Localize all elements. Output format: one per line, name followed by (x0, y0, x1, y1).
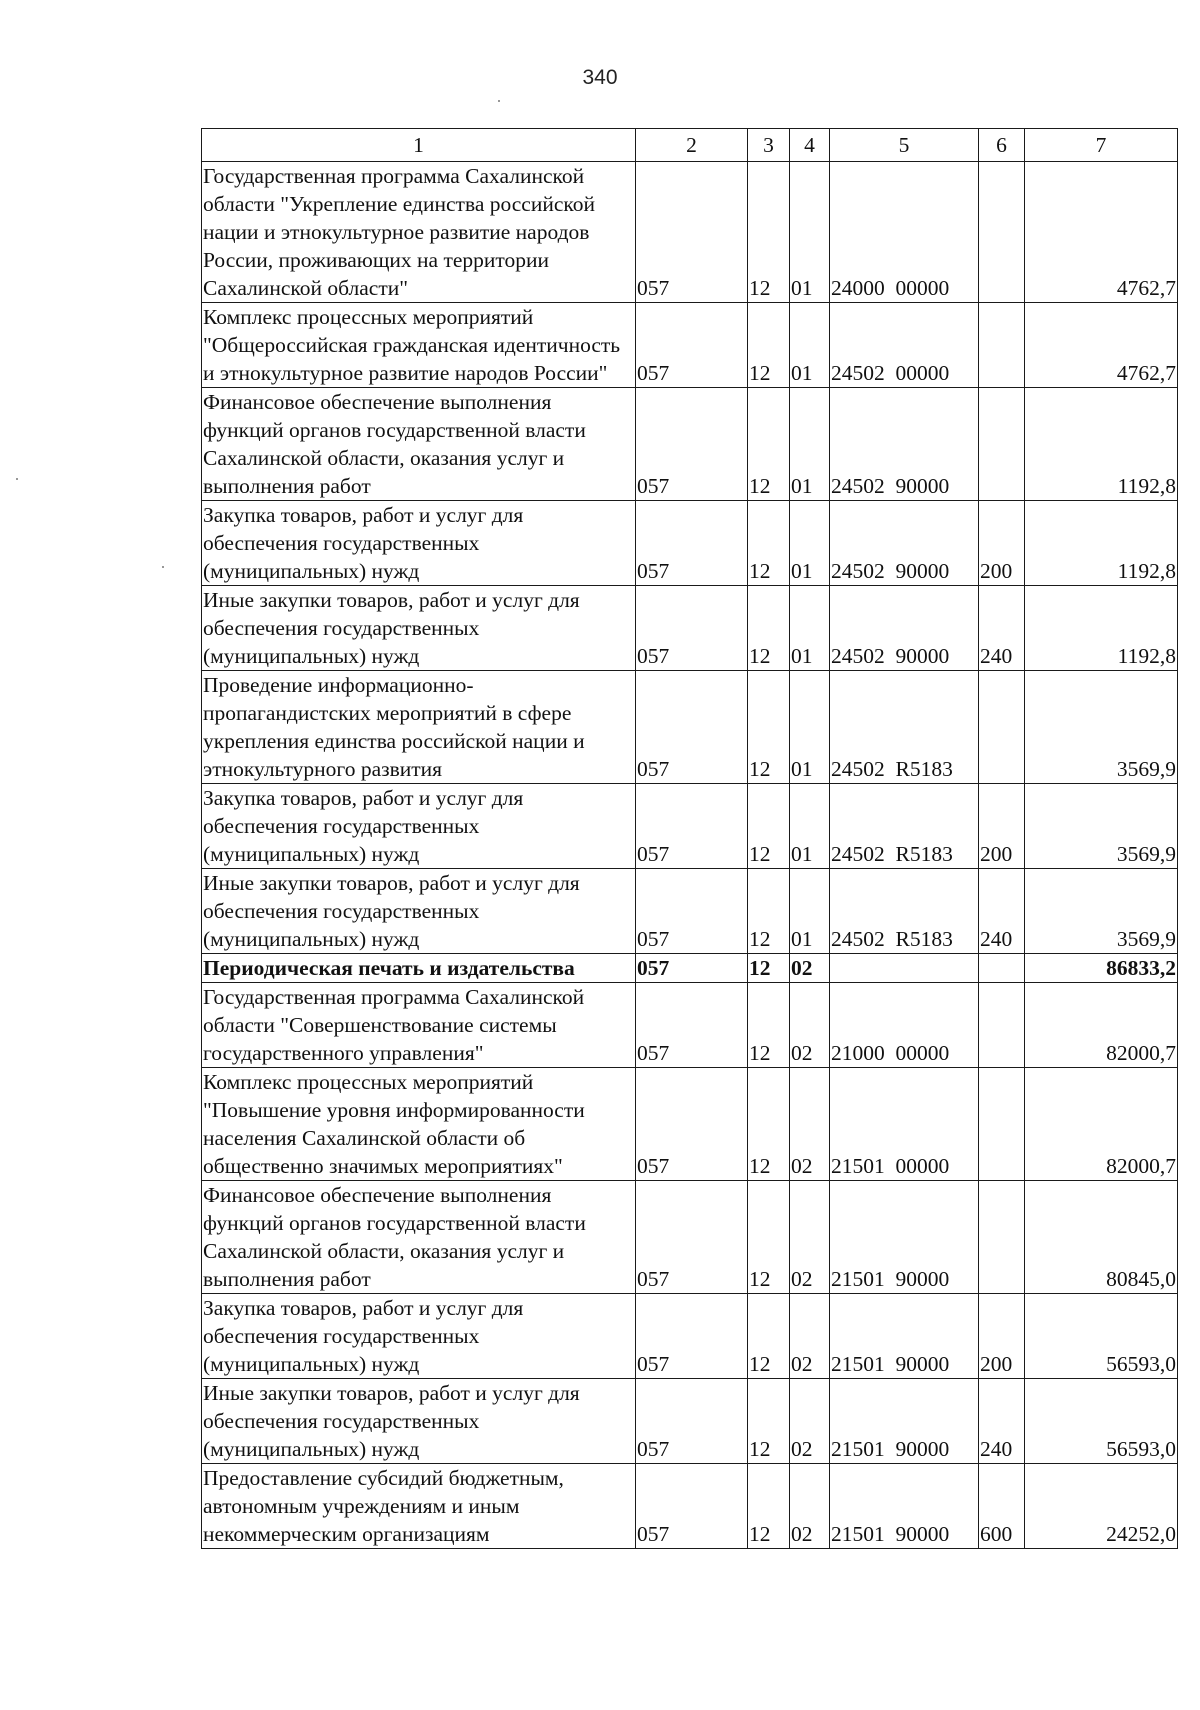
expense-type-cell: 200 (979, 1294, 1025, 1379)
target-code-cell: 21501 90000 (830, 1464, 979, 1549)
scan-speck (498, 100, 500, 102)
expense-type-cell: 600 (979, 1464, 1025, 1549)
target-code-cell: 24502 00000 (830, 303, 979, 388)
section-code-cell: 12 (748, 671, 790, 784)
section-code-cell: 12 (748, 1181, 790, 1294)
column-header: 3 (748, 129, 790, 162)
ministry-code-cell: 057 (636, 1181, 748, 1294)
section-code-cell: 12 (748, 303, 790, 388)
expense-type-cell (979, 671, 1025, 784)
section-code-cell: 12 (748, 954, 790, 983)
expense-type-cell: 240 (979, 586, 1025, 671)
budget-table (201, 128, 1178, 1549)
row-name-cell: Финансовое обеспечение выполнения функций органов государственной власти Сахалинской области, оказания услуг и выполнения работ (202, 388, 636, 501)
subsection-code-cell: 01 (790, 501, 830, 586)
table-row (202, 869, 1178, 954)
ministry-code-cell: 057 (636, 303, 748, 388)
ministry-code-cell: 057 (636, 784, 748, 869)
column-header: 4 (790, 129, 830, 162)
row-name-cell: Государственная программа Сахалинской области "Укрепление единства российской нации и этнокультурное развитие народов России, проживающих на территории Сахалинской области" (202, 162, 636, 303)
target-code-cell: 24000 00000 (830, 162, 979, 303)
target-code-cell: 21501 90000 (830, 1181, 979, 1294)
row-name-cell: Предоставление субсидий бюджетным, автономным учреждениям и иным некоммерческим организациям (202, 1464, 636, 1549)
expense-type-cell (979, 388, 1025, 501)
subsection-code-cell: 01 (790, 162, 830, 303)
row-name-cell: Иные закупки товаров, работ и услуг для обеспечения государственных (муниципальных) нужд (202, 586, 636, 671)
ministry-code-cell: 057 (636, 388, 748, 501)
table-row (202, 954, 1178, 983)
ministry-code-cell: 057 (636, 1379, 748, 1464)
table-row (202, 1294, 1178, 1379)
table-row (202, 303, 1178, 388)
row-name-cell: Закупка товаров, работ и услуг для обеспечения государственных (муниципальных) нужд (202, 1294, 636, 1379)
column-header: 7 (1025, 129, 1178, 162)
table-row (202, 501, 1178, 586)
ministry-code-cell: 057 (636, 954, 748, 983)
ministry-code-cell: 057 (636, 983, 748, 1068)
page-number: 340 (582, 66, 618, 89)
target-code-cell: 24502 90000 (830, 586, 979, 671)
amount-cell: 82000,7 (1025, 983, 1178, 1068)
row-name-cell: Иные закупки товаров, работ и услуг для обеспечения государственных (муниципальных) нужд (202, 1379, 636, 1464)
subsection-code-cell: 02 (790, 1181, 830, 1294)
section-code-cell: 12 (748, 162, 790, 303)
section-code-cell: 12 (748, 784, 790, 869)
column-header: 1 (202, 129, 636, 162)
table-row (202, 1379, 1178, 1464)
expense-type-cell (979, 1068, 1025, 1181)
section-code-cell: 12 (748, 501, 790, 586)
subsection-code-cell: 02 (790, 983, 830, 1068)
expense-type-cell: 240 (979, 869, 1025, 954)
column-header: 5 (830, 129, 979, 162)
table-row (202, 983, 1178, 1068)
target-code-cell: 24502 R5183 (830, 784, 979, 869)
column-header: 6 (979, 129, 1025, 162)
row-name-cell: Финансовое обеспечение выполнения функций органов государственной власти Сахалинской области, оказания услуг и выполнения работ (202, 1181, 636, 1294)
ministry-code-cell: 057 (636, 586, 748, 671)
ministry-code-cell: 057 (636, 1068, 748, 1181)
table-row (202, 586, 1178, 671)
column-header: 2 (636, 129, 748, 162)
row-name-cell: Иные закупки товаров, работ и услуг для обеспечения государственных (муниципальных) нужд (202, 869, 636, 954)
subsection-code-cell: 01 (790, 388, 830, 501)
ministry-code-cell: 057 (636, 162, 748, 303)
table-row (202, 388, 1178, 501)
target-code-cell (830, 954, 979, 983)
expense-type-cell (979, 303, 1025, 388)
expense-type-cell (979, 162, 1025, 303)
ministry-code-cell: 057 (636, 1464, 748, 1549)
subsection-code-cell: 01 (790, 784, 830, 869)
amount-cell: 4762,7 (1025, 303, 1178, 388)
section-code-cell: 12 (748, 1379, 790, 1464)
target-code-cell: 24502 R5183 (830, 671, 979, 784)
subsection-code-cell: 02 (790, 1464, 830, 1549)
amount-cell: 56593,0 (1025, 1294, 1178, 1379)
section-code-cell: 12 (748, 1068, 790, 1181)
target-code-cell: 21000 00000 (830, 983, 979, 1068)
subsection-code-cell: 01 (790, 303, 830, 388)
target-code-cell: 24502 90000 (830, 501, 979, 586)
target-code-cell: 24502 R5183 (830, 869, 979, 954)
subsection-code-cell: 01 (790, 869, 830, 954)
section-code-cell: 12 (748, 1464, 790, 1549)
subsection-code-cell: 02 (790, 1068, 830, 1181)
row-name-cell: Закупка товаров, работ и услуг для обеспечения государственных (муниципальных) нужд (202, 784, 636, 869)
ministry-code-cell: 057 (636, 671, 748, 784)
amount-cell: 24252,0 (1025, 1464, 1178, 1549)
subsection-code-cell: 02 (790, 954, 830, 983)
row-name-cell: Государственная программа Сахалинской области "Совершенствование системы государственного управления" (202, 983, 636, 1068)
amount-cell: 1192,8 (1025, 501, 1178, 586)
section-code-cell: 12 (748, 869, 790, 954)
scan-speck (162, 566, 164, 568)
ministry-code-cell: 057 (636, 869, 748, 954)
table-row (202, 784, 1178, 869)
amount-cell: 82000,7 (1025, 1068, 1178, 1181)
subsection-code-cell: 01 (790, 671, 830, 784)
row-name-cell: Комплекс процессных мероприятий "Общероссийская гражданская идентичность и этнокультурное развитие народов России" (202, 303, 636, 388)
amount-cell: 3569,9 (1025, 671, 1178, 784)
section-code-cell: 12 (748, 1294, 790, 1379)
section-code-cell: 12 (748, 983, 790, 1068)
section-code-cell: 12 (748, 388, 790, 501)
target-code-cell: 24502 90000 (830, 388, 979, 501)
row-name-cell: Периодическая печать и издательства (202, 954, 636, 983)
target-code-cell: 21501 00000 (830, 1068, 979, 1181)
table-row (202, 1464, 1178, 1549)
amount-cell: 56593,0 (1025, 1379, 1178, 1464)
amount-cell: 1192,8 (1025, 388, 1178, 501)
amount-cell: 80845,0 (1025, 1181, 1178, 1294)
amount-cell: 86833,2 (1025, 954, 1178, 983)
target-code-cell: 21501 90000 (830, 1294, 979, 1379)
subsection-code-cell: 01 (790, 586, 830, 671)
target-code-cell: 21501 90000 (830, 1379, 979, 1464)
ministry-code-cell: 057 (636, 501, 748, 586)
expense-type-cell: 240 (979, 1379, 1025, 1464)
table-row (202, 1181, 1178, 1294)
expense-type-cell: 200 (979, 501, 1025, 586)
subsection-code-cell: 02 (790, 1379, 830, 1464)
table-row (202, 162, 1178, 303)
amount-cell: 3569,9 (1025, 869, 1178, 954)
amount-cell: 1192,8 (1025, 586, 1178, 671)
row-name-cell: Проведение информационно-пропагандистских мероприятий в сфере укрепления единства российской нации и этнокультурного развития (202, 671, 636, 784)
expense-type-cell (979, 1181, 1025, 1294)
subsection-code-cell: 02 (790, 1294, 830, 1379)
table-header-row (202, 129, 1178, 162)
row-name-cell: Закупка товаров, работ и услуг для обеспечения государственных (муниципальных) нужд (202, 501, 636, 586)
scan-speck (16, 478, 18, 480)
amount-cell: 3569,9 (1025, 784, 1178, 869)
expense-type-cell (979, 983, 1025, 1068)
ministry-code-cell: 057 (636, 1294, 748, 1379)
amount-cell: 4762,7 (1025, 162, 1178, 303)
table-row (202, 1068, 1178, 1181)
expense-type-cell (979, 954, 1025, 983)
table-row (202, 671, 1178, 784)
row-name-cell: Комплекс процессных мероприятий "Повышение уровня информированности населения Сахалинской области об общественно значимых мероприятиях" (202, 1068, 636, 1181)
section-code-cell: 12 (748, 586, 790, 671)
expense-type-cell: 200 (979, 784, 1025, 869)
